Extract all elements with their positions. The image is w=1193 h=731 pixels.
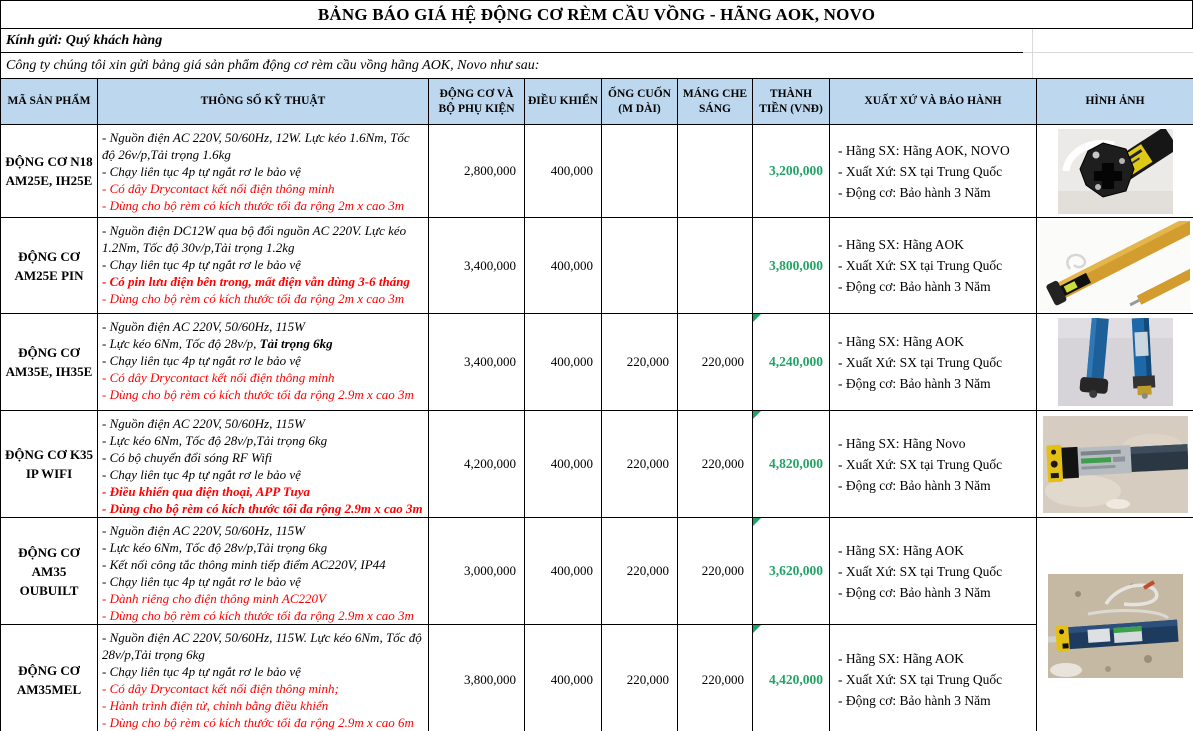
motor-price-cell: 4,200,000 [429, 411, 525, 518]
product-photo-motor-blue-tubes-icon [1058, 318, 1173, 406]
spec-line [102, 163, 424, 180]
product-photo-motor-novo-horizontal-icon [1043, 416, 1188, 513]
total-price-value: 4,240,000 [769, 354, 823, 369]
product-code-line: ĐỘNG CƠ N18 [5, 154, 93, 169]
spec-line [102, 415, 424, 432]
spec-text: - Hành trình điện tử, chỉnh bằng điều khiển [102, 698, 329, 713]
cover-price-cell: 220,000 [678, 518, 753, 625]
product-code-cell [1, 411, 98, 518]
product-code-line: ĐỘNG CƠ K35 [4, 447, 94, 462]
column-header-6: MÁNG CHE SÁNG [678, 79, 753, 125]
spec-text: - Dùng cho bộ rèm có kích thước tối đa rộng 2m x cao 3m [102, 291, 405, 306]
origin-line: - Động cơ: Bảo hành 3 Năm [838, 477, 991, 493]
spec-line [102, 449, 424, 466]
greeting-line: Kính gửi: Quý khách hàng [0, 29, 1023, 53]
spec-line [102, 290, 424, 307]
origin-line: - Động cơ: Bảo hành 3 Năm [838, 375, 991, 391]
control-price-cell: 400,000 [525, 518, 602, 625]
cover-price-cell [678, 125, 753, 218]
product-photo-motor-am35-floor-icon [1048, 574, 1183, 678]
origin-warranty-cell [830, 314, 1037, 411]
column-header-1: MÃ SẢN PHẨM [1, 79, 98, 125]
spec-text: - Chạy liên tục 4p tự ngắt rơ le bảo vệ [102, 467, 301, 482]
total-price-cell [753, 218, 830, 314]
spec-line [102, 369, 424, 386]
cover-price-cell: 220,000 [678, 314, 753, 411]
origin-line: - Động cơ: Bảo hành 3 Năm [838, 584, 991, 600]
spec-line [102, 697, 424, 714]
product-row [1, 411, 1193, 518]
total-price-value: 4,820,000 [769, 456, 823, 471]
column-header-5: ỐNG CUỐN (M DÀI) [602, 79, 678, 125]
column-header-4: ĐIỀU KHIỂN [525, 79, 602, 125]
spec-line [102, 680, 424, 697]
origin-line: - Động cơ: Bảo hành 3 Năm [838, 184, 991, 200]
motor-price-cell: 3,400,000 [429, 218, 525, 314]
spec-text: - Nguồn điện AC 220V, 50/60Hz, 12W. Lực kéo 1.6Nm, Tốc độ 26v/p,Tải trọng 1.6kg [102, 130, 410, 162]
product-row [1, 125, 1193, 218]
spec-line [102, 222, 424, 256]
spec-line [102, 539, 424, 556]
spec-line [102, 180, 424, 197]
spec-line [102, 335, 424, 352]
spec-line [102, 556, 424, 573]
spec-line [102, 386, 424, 403]
spec-line [102, 629, 424, 663]
product-code-line: AM35 OUBUILT [19, 563, 79, 598]
product-photo-cell [1037, 411, 1193, 518]
spec-line [102, 466, 424, 483]
total-price-cell [753, 518, 830, 625]
spec-line [102, 663, 424, 680]
column-header-7: THÀNH TIỀN (VNĐ) [753, 79, 830, 125]
total-price-value: 4,420,000 [769, 671, 823, 687]
tube-price-cell: 220,000 [602, 411, 678, 518]
gridline-horizontal [1023, 52, 1193, 53]
price-table [0, 78, 1193, 731]
product-photo-cell [1037, 125, 1193, 218]
specs-cell [98, 218, 429, 314]
total-price-cell [753, 125, 830, 218]
control-price-cell: 400,000 [525, 314, 602, 411]
product-photo-cell [1037, 218, 1193, 314]
origin-line: - Xuất Xứ: SX tại Trung Quốc [838, 163, 1003, 179]
spec-text: - Chạy liên tục 4p tự ngắt rơ le bảo vệ [102, 164, 301, 179]
table-header [1, 79, 1193, 125]
control-price-cell: 400,000 [525, 625, 602, 731]
spec-line [102, 500, 424, 517]
specs-cell [98, 518, 429, 625]
total-price-value: 3,200,000 [769, 163, 823, 178]
origin-line: - Hãng SX: Hãng Novo [838, 435, 966, 451]
product-code-cell [1, 314, 98, 411]
spec-text: - Nguồn điện AC 220V, 50/60Hz, 115W [102, 416, 305, 431]
product-photo-motor-head-black-icon [1058, 129, 1173, 214]
spec-text: - Dùng cho bộ rèm có kích thước tối đa rộng 2m x cao 3m [102, 198, 405, 213]
spec-text: - Có dây Drycontact kết nối điện thông minh; [102, 681, 339, 696]
spec-line [102, 318, 424, 335]
origin-warranty-cell [830, 125, 1037, 218]
cover-price-cell [678, 218, 753, 314]
spec-text: - Có bộ chuyển đổi sóng RF Wifi [102, 450, 273, 465]
column-header-9: HÌNH ẢNH [1037, 79, 1193, 125]
origin-warranty-cell [830, 411, 1037, 518]
spec-text: - Chạy liên tục 4p tự ngắt rơ le bảo vệ [102, 257, 301, 272]
product-code-cell [1, 518, 98, 625]
spec-text: - Nguồn điện AC 220V, 50/60Hz, 115W. Lực kéo 6Nm, Tốc độ 28v/p,Tải trọng 6kg [102, 630, 422, 662]
origin-warranty-cell [830, 625, 1037, 731]
origin-line: - Hãng SX: Hãng AOK, NOVO [838, 142, 1010, 158]
spec-text: - Có dây Drycontact kết nối điện thông minh [102, 370, 335, 385]
tube-price-cell: 220,000 [602, 518, 678, 625]
product-row [1, 218, 1193, 314]
product-code-cell [1, 218, 98, 314]
spec-text: - Chạy liên tục 4p tự ngắt rơ le bảo vệ [102, 353, 301, 368]
origin-warranty-cell [830, 218, 1037, 314]
total-price-value: 3,800,000 [769, 257, 823, 273]
spec-line [102, 714, 424, 731]
gridline-vertical [1032, 29, 1033, 78]
control-price-cell: 400,000 [525, 125, 602, 218]
origin-line: - Hãng SX: Hãng AOK [838, 237, 964, 252]
column-header-8: XUẤT XỨ VÀ BẢO HÀNH [830, 79, 1037, 125]
spec-text: - Dùng cho bộ rèm có kích thước tối đa rộng 2.9m x cao 3m [102, 608, 414, 623]
product-code-line: IP WIFI [25, 466, 73, 481]
spec-line [102, 573, 424, 590]
spec-line [102, 352, 424, 369]
motor-price-cell: 2,800,000 [429, 125, 525, 218]
total-price-cell [753, 411, 830, 518]
cover-price-cell: 220,000 [678, 625, 753, 731]
spec-line [102, 607, 424, 624]
product-photo-cell [1037, 518, 1193, 731]
origin-line: - Hãng SX: Hãng AOK [838, 651, 964, 666]
spec-text: - Có dây Drycontact kết nối điện thông minh [102, 181, 335, 196]
spec-line [102, 273, 424, 290]
motor-price-cell: 3,800,000 [429, 625, 525, 731]
spec-text: - Nguồn điện AC 220V, 50/60Hz, 115W [102, 319, 305, 334]
spec-line [102, 432, 424, 449]
spec-text: - Lực kéo 6Nm, Tốc độ 28v/p,Tải trọng 6kg [102, 540, 328, 555]
product-row [1, 625, 1193, 731]
spec-text: - Điều khiển qua điện thoại, APP Tuya [102, 484, 311, 499]
origin-line: - Xuất Xứ: SX tại Trung Quốc [838, 354, 1003, 370]
product-code-line: AM25E PIN [14, 267, 84, 283]
specs-cell [98, 625, 429, 731]
page-title: BẢNG BÁO GIÁ HỆ ĐỘNG CƠ RÈM CẦU VỒNG - HÃNG AOK, NOVO [0, 0, 1193, 29]
spec-text: - Có pin lưu điện bên trong, mất điện vẫn dùng 3-6 tháng [102, 274, 410, 289]
spec-text: - Dành riêng cho điện thông minh AC220V [102, 591, 326, 606]
cell-flag-icon [753, 411, 761, 419]
total-price-value: 3,620,000 [769, 563, 823, 578]
origin-line: - Hãng SX: Hãng AOK [838, 333, 964, 349]
spec-text: - Chạy liên tục 4p tự ngắt rơ le bảo vệ [102, 574, 301, 589]
spec-text: - Dùng cho bộ rèm có kích thước tối đa rộng 2.9m x cao 3m [102, 501, 423, 516]
column-header-2: THÔNG SỐ KỸ THUẬT [98, 79, 429, 125]
origin-line: - Động cơ: Bảo hành 3 Năm [838, 693, 991, 708]
spec-text: - Kết nối công tắc thông minh tiếp điểm AC220V, IP44 [102, 557, 386, 572]
product-row [1, 518, 1193, 625]
product-row [1, 314, 1193, 411]
specs-cell [98, 125, 429, 218]
origin-line: - Xuất Xứ: SX tại Trung Quốc [838, 456, 1003, 472]
product-code-line: AM35MEL [16, 681, 82, 697]
spec-text: - Dùng cho bộ rèm có kích thước tối đa rộng 2.9m x cao 6m [102, 715, 414, 730]
table-body [1, 125, 1193, 731]
spec-line [102, 197, 424, 214]
cover-price-cell: 220,000 [678, 411, 753, 518]
column-header-3: ĐỘNG CƠ VÀ BỘ PHỤ KIỆN [429, 79, 525, 125]
product-photo-cell [1037, 314, 1193, 411]
specs-cell [98, 411, 429, 518]
tube-price-cell: 220,000 [602, 625, 678, 731]
tube-price-cell [602, 218, 678, 314]
spec-text: Tải trọng 6kg [259, 336, 333, 351]
tube-price-cell: 220,000 [602, 314, 678, 411]
spec-text: - Nguồn điện AC 220V, 50/60Hz, 115W [102, 523, 305, 538]
cell-flag-icon [753, 314, 761, 322]
origin-line: - Động cơ: Bảo hành 3 Năm [838, 279, 991, 294]
origin-line: - Xuất Xứ: SX tại Trung Quốc [838, 563, 1003, 579]
spec-line [102, 590, 424, 607]
specs-cell [98, 314, 429, 411]
control-price-cell: 400,000 [525, 411, 602, 518]
intro-line: Công ty chúng tôi xin gửi bảng giá sản phẩm động cơ rèm cầu vồng hãng AOK, Novo như sau: [0, 53, 1023, 78]
cell-flag-icon [753, 518, 761, 526]
spec-text: - Dùng cho bộ rèm có kích thước tối đa rộng 2.9m x cao 3m [102, 387, 414, 402]
spec-line [102, 256, 424, 273]
origin-line: - Xuất Xứ: SX tại Trung Quốc [838, 258, 1003, 273]
spec-text: - Lực kéo 6Nm, Tốc độ 28v/p,Tải trọng 6kg [102, 433, 328, 448]
product-code-cell [1, 125, 98, 218]
product-code-line: ĐỘNG CƠ [18, 248, 80, 264]
product-code-line: ĐỘNG CƠ [18, 345, 80, 360]
total-price-cell [753, 625, 830, 731]
motor-price-cell: 3,400,000 [429, 314, 525, 411]
motor-price-cell: 3,000,000 [429, 518, 525, 625]
spec-text: - Lực kéo 6Nm, Tốc độ 28v/p, [102, 336, 260, 351]
spec-text: - Nguồn điện DC12W qua bộ đổi nguồn AC 220V. Lực kéo 1.2Nm, Tốc độ 30v/p,Tải trọng 1.2kg [102, 223, 407, 255]
header-row [1, 79, 1193, 125]
control-price-cell: 400,000 [525, 218, 602, 314]
product-code-cell [1, 625, 98, 731]
origin-line: - Xuất Xứ: SX tại Trung Quốc [838, 672, 1003, 687]
spec-line [102, 129, 424, 163]
origin-warranty-cell [830, 518, 1037, 625]
cell-flag-icon [753, 625, 761, 633]
spec-line [102, 522, 424, 539]
product-code-line: ĐỘNG CƠ [18, 544, 80, 560]
origin-line: - Hãng SX: Hãng AOK [838, 542, 964, 558]
product-photo-motor-yellow-tubes-icon [1040, 221, 1190, 311]
product-code-line: AM35E, IH35E [5, 364, 93, 379]
tube-price-cell [602, 125, 678, 218]
spec-line [102, 483, 424, 500]
product-code-line: ĐỘNG CƠ [18, 662, 80, 678]
product-code-line: AM25E, IH25E [5, 173, 93, 188]
spec-text: - Chạy liên tục 4p tự ngắt rơ le bảo vệ [102, 664, 301, 679]
total-price-cell [753, 314, 830, 411]
